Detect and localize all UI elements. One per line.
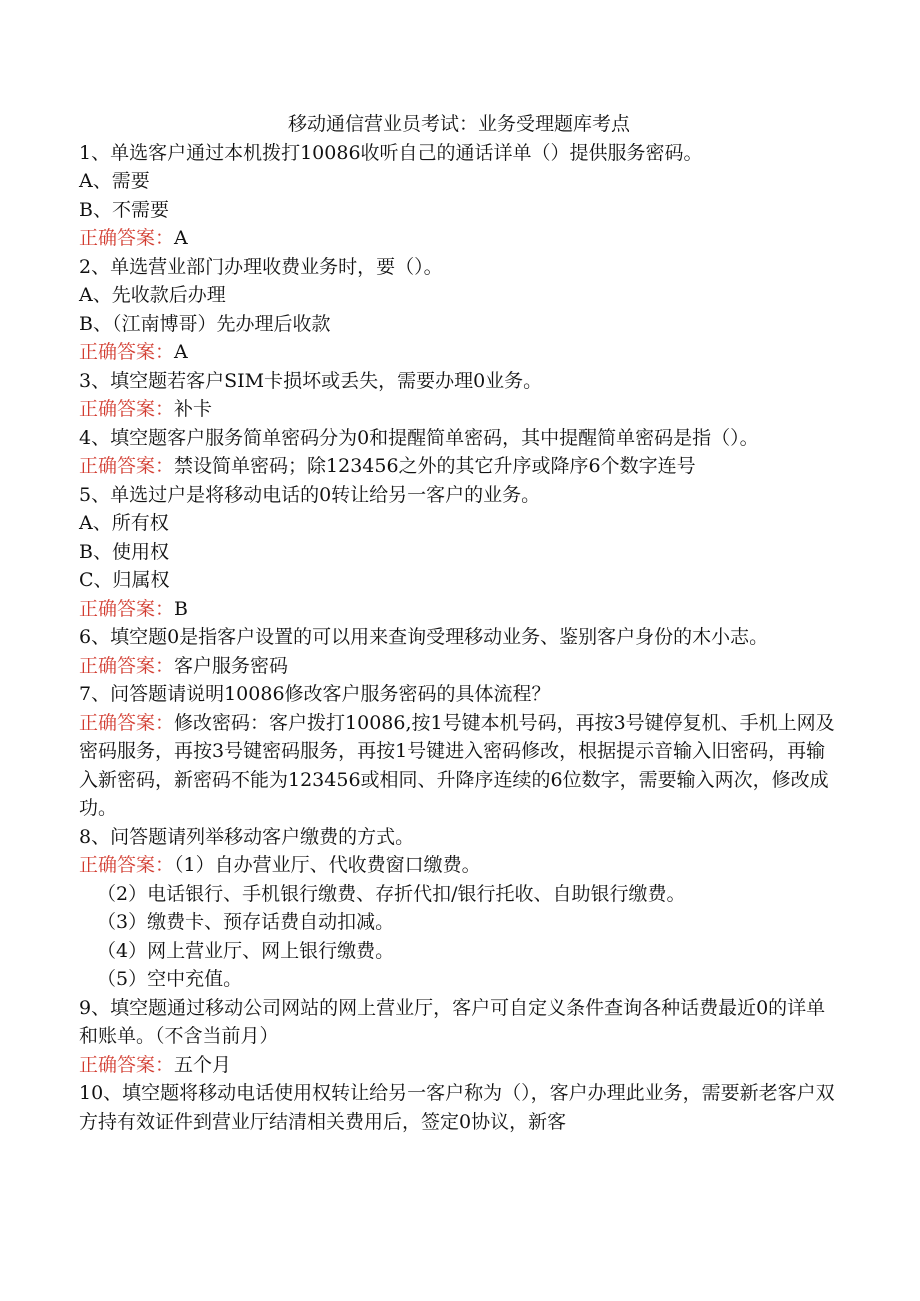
answer-line (79, 595, 839, 624)
answer-label: 正确答案： (79, 398, 175, 420)
question-stem: 5、单选过户是将移动电话的0转让给另一客户的业务。 (79, 483, 541, 506)
question-stem: 6、填空题0是指客户设置的可以用来查询受理移动业务、鉴别客户身份的木小志。 (79, 626, 769, 648)
question-7 (79, 680, 839, 823)
answer-label: 正确答案： (79, 854, 175, 876)
question-9 (79, 994, 839, 1080)
answer-value: 禁设简单密码；除123456之外的其它升序或降序6个数字连号 (174, 455, 696, 477)
answer-label: 正确答案： (79, 654, 175, 677)
answer-value: 客户服务密码 (174, 654, 289, 677)
document-title: 移动通信营业员考试：业务受理题库考点 (287, 113, 630, 135)
answer-value: A (174, 341, 188, 363)
answer-label: 正确答案： (79, 227, 175, 249)
answer-line (79, 338, 839, 367)
answer-line (79, 452, 839, 481)
question-stem: 3、填空题若客户SIM卡损坏或丢失，需要办理0业务。 (79, 369, 543, 392)
answer-continuation: （4）网上营业厅、网上银行缴费。 (97, 939, 395, 962)
question-8 (79, 823, 839, 994)
document-page (79, 110, 839, 1136)
answer-line (79, 652, 839, 681)
answer-line (79, 709, 839, 823)
question-6 (79, 623, 839, 680)
question-stem: 7、问答题请说明10086修改客户服务密码的具体流程？ (79, 683, 551, 705)
answer-value: 五个月 (174, 1053, 232, 1076)
question-option: B、（江南博哥）先办理后收款 (79, 312, 331, 335)
answer-line (79, 851, 839, 880)
question-option: B、使用权 (79, 540, 169, 563)
question-stem: 1、单选客户通过本机拨打10086收听自己的通话详单（）提供服务密码。 (79, 141, 703, 164)
question-option: C、归属权 (79, 569, 170, 591)
answer-value: 补卡 (174, 398, 213, 420)
answer-line (79, 395, 839, 424)
answer-line (79, 1051, 839, 1080)
answer-label: 正确答案： (79, 455, 175, 477)
question-2 (79, 253, 839, 367)
question-4 (79, 424, 839, 481)
question-3 (79, 367, 839, 424)
answer-label: 正确答案： (79, 341, 175, 363)
question-option: A、先收款后办理 (79, 284, 226, 306)
answer-value: （1）自办营业厅、代收费窗口缴费。 (174, 854, 481, 876)
question-stem: 4、填空题客户服务简单密码分为0和提醒简单密码，其中提醒简单密码是指（）。 (79, 426, 759, 449)
question-stem: 10、填空题将移动电话使用权转让给另一客户称为（），客户办理此业务，需要新老客户双方持有效证件到营业厅结清相关费用后，签定0协议，新客 (79, 1082, 835, 1133)
answer-continuation: （5）空中充值。 (97, 968, 243, 990)
answer-label: 正确答案： (79, 711, 175, 734)
answer-value: B (174, 597, 188, 620)
question-stem: 2、单选营业部门办理收费业务时，要（）。 (79, 255, 443, 278)
answer-value: 修改密码：客户拨打10086,按1号键本机号码，再按3号键停复机、手机上网及密码服务，再按3号键密码服务，再按1号键进入密码修改，根据提示音输入旧密码，再输入新密码，新密码不能为123456或相同、升降序连续的6位数字，需要输入两次，修改成功。 (79, 711, 835, 819)
question-option: B、不需要 (79, 198, 169, 221)
question-1 (79, 139, 839, 253)
answer-line (79, 224, 839, 253)
answer-label: 正确答案： (79, 597, 175, 620)
answer-label: 正确答案： (79, 1053, 175, 1076)
question-5 (79, 481, 839, 624)
question-option: A、所有权 (79, 512, 169, 534)
question-10 (79, 1079, 839, 1136)
question-stem: 9、填空题通过移动公司网站的网上营业厅，客户可自定义条件查询各种话费最近0的详单和账单。（不含当前月） (79, 996, 826, 1047)
answer-value: A (174, 227, 188, 249)
question-stem: 8、问答题请列举移动客户缴费的方式。 (79, 825, 415, 848)
answer-continuation: （3）缴费卡、预存话费自动扣减。 (97, 911, 395, 933)
question-option: A、需要 (79, 170, 150, 192)
answer-continuation: （2）电话银行、手机银行缴费、存折代扣/银行托收、自助银行缴费。 (97, 882, 686, 905)
